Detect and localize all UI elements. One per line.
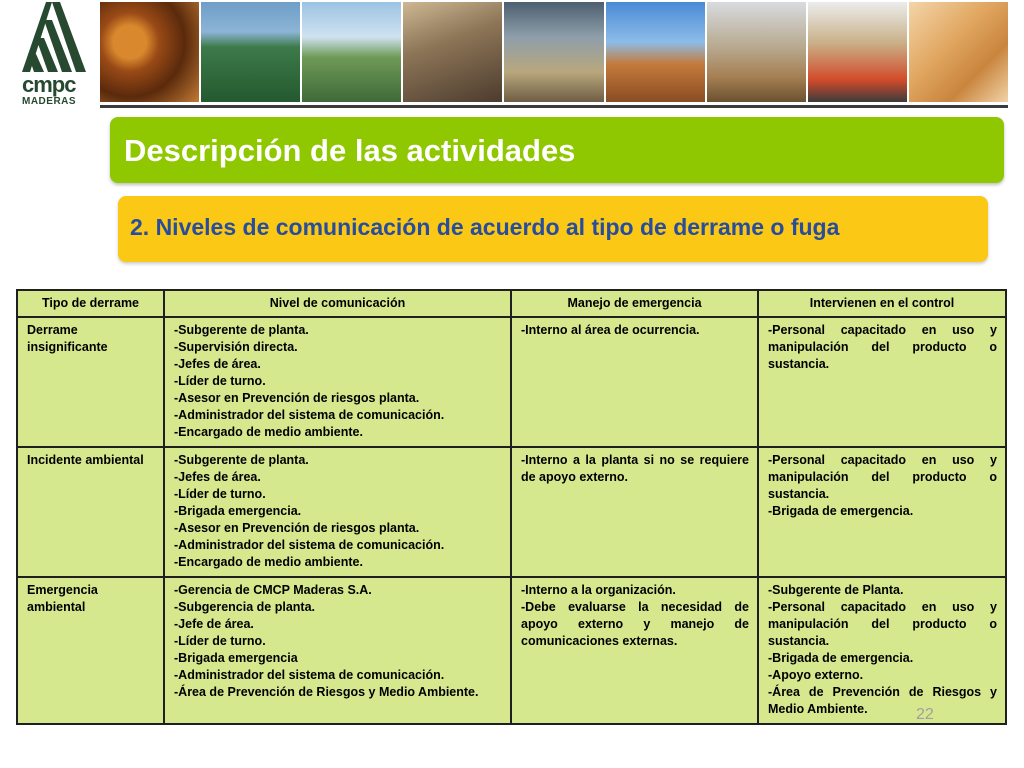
- list-item: -Subgerencia de planta.: [174, 600, 316, 614]
- wood-boards-photo: [909, 2, 1008, 102]
- sawmill-interior-photo: [504, 2, 603, 102]
- list-item: -Área de Prevención de Riesgos y Medio Ambiente.: [174, 685, 479, 699]
- header-intervienen: Intervienen en el control: [758, 290, 1006, 317]
- nivel-cell: [164, 317, 511, 447]
- list-item: -Administrador del sistema de comunicación.: [174, 668, 445, 682]
- stacked-lumber-photo: [707, 2, 806, 102]
- photo-banner: [100, 2, 1008, 108]
- list-item: -Supervisión directa.: [174, 340, 298, 354]
- list-item: -Encargado de medio ambiente.: [174, 555, 363, 569]
- type-cell: Derrame insignificante: [17, 317, 164, 447]
- page-number: 22: [916, 706, 934, 723]
- intervienen-cell: [758, 317, 1006, 447]
- list-item: -Jefes de área.: [174, 357, 261, 371]
- header-tipo: Tipo de derrame: [17, 290, 164, 317]
- brand-sub: MADERAS: [22, 96, 77, 107]
- section-subtitle: 2. Niveles de comunicación de acuerdo al tipo de derrame o fuga: [130, 214, 840, 240]
- list-item: -Administrador del sistema de comunicación.: [174, 538, 445, 552]
- list-item: -Líder de turno.: [174, 634, 266, 648]
- brand-name: cmpc: [22, 72, 76, 97]
- header-nivel: Nivel de comunicación: [164, 290, 511, 317]
- list-item: -Gerencia de CMCP Maderas S.A.: [174, 583, 372, 597]
- list-item: -Interno a la planta si no se requiere de apoyo externo.: [521, 453, 749, 484]
- table-row: [17, 447, 1006, 577]
- nivel-cell: [164, 447, 511, 577]
- list-item: -Subgerente de planta.: [174, 453, 309, 467]
- list-item: -Subgerente de Planta.: [768, 583, 904, 597]
- list-item: -Debe evaluarse la necesidad de apoyo externo y manejo de comunicaciones externas.: [521, 600, 749, 648]
- nivel-cell: [164, 577, 511, 724]
- slide-title: Descripción de las actividades: [124, 133, 576, 168]
- list-item: -Personal capacitado en uso y manipulación del producto o sustancia.: [768, 323, 997, 371]
- type-cell: Incidente ambiental: [17, 447, 164, 577]
- list-item: -Personal capacitado en uso y manipulación del producto o sustancia.: [768, 600, 997, 648]
- list-item: -Área de Prevención de Riesgos y Medio Ambiente.: [768, 685, 997, 716]
- cmpc-logo: [18, 2, 94, 106]
- list-item: -Personal capacitado en uso y manipulación del producto o sustancia.: [768, 453, 997, 501]
- intervienen-cell: [758, 577, 1006, 724]
- list-item: -Líder de turno.: [174, 374, 266, 388]
- pine-cone-photo: [100, 2, 199, 102]
- list-item: -Administrador del sistema de comunicación.: [174, 408, 445, 422]
- list-item: -Jefe de área.: [174, 617, 254, 631]
- lumber-pile-photo: [606, 2, 705, 102]
- list-item: -Brigada de emergencia.: [768, 504, 914, 518]
- list-item: -Brigada de emergencia.: [768, 651, 914, 665]
- forklift-photo: [808, 2, 907, 102]
- list-item: -Subgerente de planta.: [174, 323, 309, 337]
- slide-title-bar: [110, 117, 1004, 183]
- manejo-cell: [511, 577, 758, 724]
- table-row: [17, 317, 1006, 447]
- list-item: -Interno al área de ocurrencia.: [521, 323, 700, 337]
- list-item: -Jefes de área.: [174, 470, 261, 484]
- river-rainbow-photo: [302, 2, 401, 102]
- manejo-cell: [511, 317, 758, 447]
- tree-logo-icon: [22, 2, 86, 72]
- forest-photo: [201, 2, 300, 102]
- list-item: -Asesor en Prevención de riesgos planta.: [174, 521, 420, 535]
- list-item: -Líder de turno.: [174, 487, 266, 501]
- list-item: -Brigada emergencia.: [174, 504, 302, 518]
- list-item: -Brigada emergencia: [174, 651, 298, 665]
- list-item: -Apoyo externo.: [768, 668, 864, 682]
- intervienen-cell: [758, 447, 1006, 577]
- list-item: -Interno a la organización.: [521, 583, 676, 597]
- manejo-cell: [511, 447, 758, 577]
- list-item: -Asesor en Prevención de riesgos planta.: [174, 391, 420, 405]
- section-subtitle-bar: [118, 196, 988, 262]
- header-manejo: Manejo de emergencia: [511, 290, 758, 317]
- communication-levels-table: [16, 289, 1007, 725]
- type-cell: Emergencia ambiental: [17, 577, 164, 724]
- table-header-row: [17, 290, 1006, 317]
- log-yard-photo: [403, 2, 502, 102]
- table-row: [17, 577, 1006, 724]
- list-item: -Encargado de medio ambiente.: [174, 425, 363, 439]
